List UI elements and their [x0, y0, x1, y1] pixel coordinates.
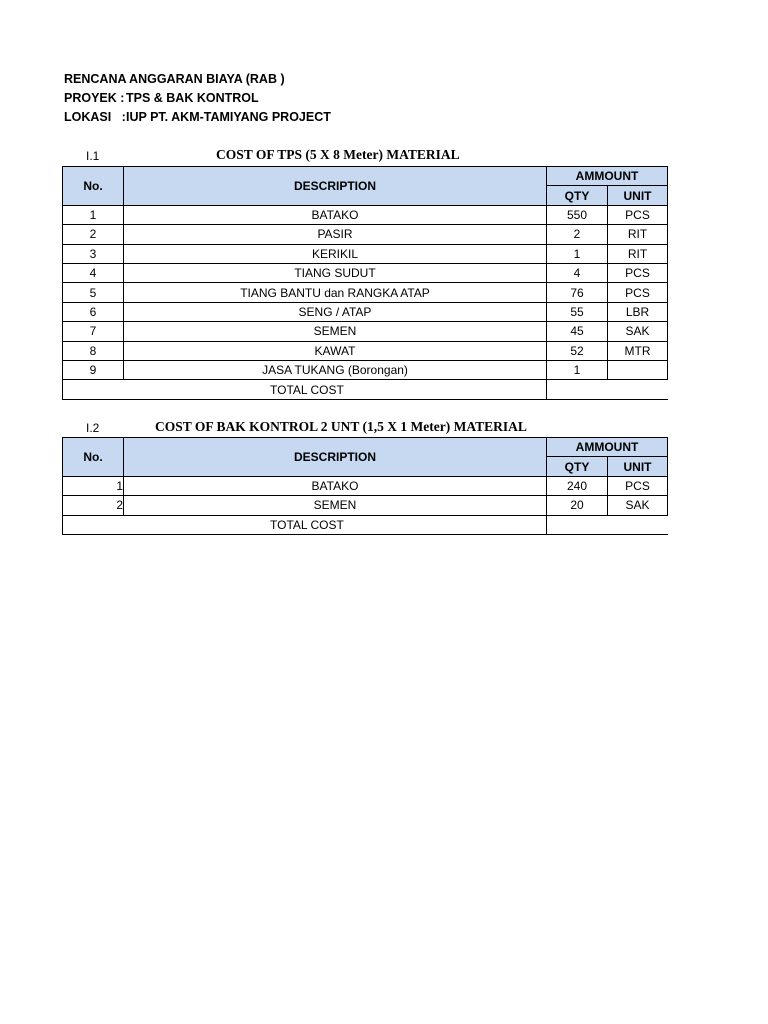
cell-unit: PCS [608, 263, 668, 282]
cell-description: JASA TUKANG (Borongan) [124, 360, 547, 379]
section2-table [62, 437, 668, 535]
section1-number: I.1 [86, 149, 100, 163]
cell-unit: RIT [608, 225, 668, 244]
cell-description: PASIR [124, 225, 547, 244]
cell-qty: 1 [547, 244, 608, 263]
cell-no: 8 [63, 341, 124, 360]
cell-no: 1 [63, 205, 124, 224]
column-header-no: No. [63, 167, 124, 206]
column-header-qty: QTY [547, 457, 608, 476]
total-cost-label: TOTAL COST [63, 515, 547, 534]
document-title: RENCANA ANGGARAN BIAYA (RAB ) [64, 72, 285, 86]
column-header-unit: UNIT [608, 186, 668, 205]
cell-unit: PCS [608, 205, 668, 224]
column-header-description: DESCRIPTION [124, 167, 547, 206]
cell-qty: 76 [547, 283, 608, 302]
table-row [63, 476, 668, 495]
location-value: IUP PT. AKM-TAMIYANG PROJECT [126, 110, 331, 124]
cell-description: TIANG SUDUT [124, 263, 547, 282]
cell-qty: 1 [547, 360, 608, 379]
total-row [63, 515, 668, 534]
total-cost-label: TOTAL COST [63, 380, 547, 399]
cell-no: 3 [63, 244, 124, 263]
cell-description: KAWAT [124, 341, 547, 360]
document-header [64, 70, 331, 127]
cell-no: 4 [63, 263, 124, 282]
cell-no: 2 [63, 225, 124, 244]
table-row [63, 225, 668, 244]
cell-unit: PCS [608, 476, 668, 495]
column-header-description: DESCRIPTION [124, 438, 547, 477]
cell-description: BATAKO [124, 476, 547, 495]
cell-description: BATAKO [124, 205, 547, 224]
table-row [63, 283, 668, 302]
cell-no: 5 [63, 283, 124, 302]
section1-title: COST OF TPS (5 X 8 Meter) MATERIAL [216, 147, 460, 162]
cell-unit: PCS [608, 283, 668, 302]
cell-no: 6 [63, 302, 124, 321]
table-row [63, 341, 668, 360]
table-row [63, 205, 668, 224]
location-label: LOKASI : [64, 110, 126, 124]
cell-no: 1 [63, 476, 124, 495]
table-row [63, 496, 668, 515]
total-cost-value [547, 380, 668, 399]
cell-description: KERIKIL [124, 244, 547, 263]
total-cost-value [547, 515, 668, 534]
cell-unit: MTR [608, 341, 668, 360]
cell-qty: 550 [547, 205, 608, 224]
column-header-amount: AMMOUNT [547, 438, 668, 457]
column-header-amount: AMMOUNT [547, 167, 668, 186]
column-header-no: No. [63, 438, 124, 477]
cell-qty: 52 [547, 341, 608, 360]
cell-unit [608, 360, 668, 379]
cell-unit: SAK [608, 322, 668, 341]
cell-description: SEMEN [124, 496, 547, 515]
table-row [63, 322, 668, 341]
cell-description: TIANG BANTU dan RANGKA ATAP [124, 283, 547, 302]
table-row [63, 244, 668, 263]
cell-unit: LBR [608, 302, 668, 321]
cell-no: 9 [63, 360, 124, 379]
table-row [63, 263, 668, 282]
cell-no: 7 [63, 322, 124, 341]
cell-qty: 20 [547, 496, 608, 515]
location-line [64, 108, 331, 127]
cell-qty: 4 [547, 263, 608, 282]
cell-qty: 45 [547, 322, 608, 341]
total-row [63, 380, 668, 399]
cell-unit: RIT [608, 244, 668, 263]
cell-qty: 2 [547, 225, 608, 244]
column-header-qty: QTY [547, 186, 608, 205]
cell-unit: SAK [608, 496, 668, 515]
project-value: TPS & BAK KONTROL [126, 91, 259, 105]
project-line [64, 89, 331, 108]
project-label: PROYEK : [64, 91, 125, 105]
cell-qty: 240 [547, 476, 608, 495]
section2-number: I.2 [86, 421, 100, 435]
section2-title: COST OF BAK KONTROL 2 UNT (1,5 X 1 Meter) MATERIAL [155, 419, 527, 434]
section1-table [62, 166, 668, 400]
cell-no: 2 [63, 496, 124, 515]
cell-description: SENG / ATAP [124, 302, 547, 321]
cell-qty: 55 [547, 302, 608, 321]
cell-description: SEMEN [124, 322, 547, 341]
column-header-unit: UNIT [608, 457, 668, 476]
table-row [63, 302, 668, 321]
table-row [63, 360, 668, 379]
